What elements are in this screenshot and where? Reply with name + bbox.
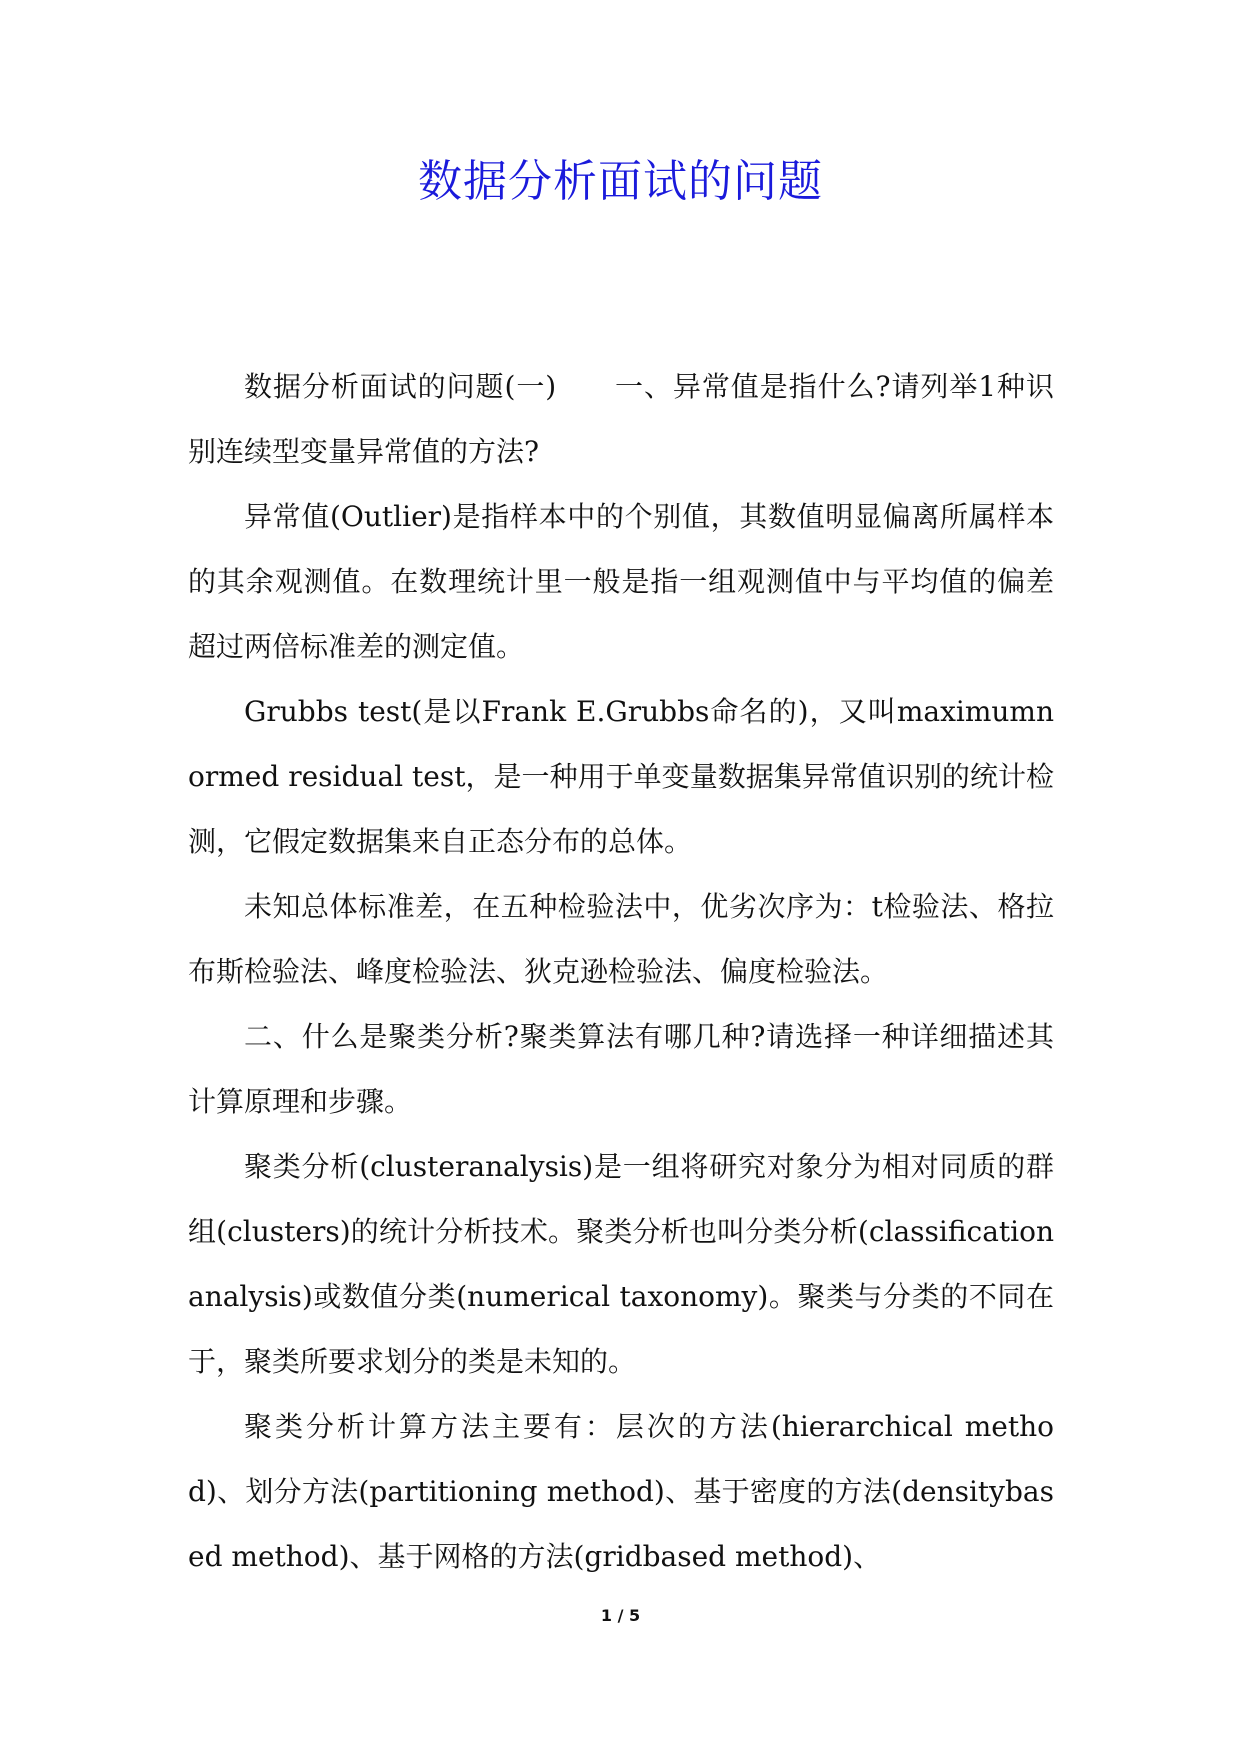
paragraph-4: 未知总体标准差，在五种检验法中，优劣次序为：t检验法、格拉布斯检验法、峰度检验法、狄克逊检验法、偏度检验法。 xyxy=(188,890,1054,988)
paragraph-2: 异常值(Outlier)是指样本中的个别值，其数值明显偏离所属样本的其余观测值。在数理统计里一般是指一组观测值中与平均值的偏差超过两倍标准差的测定值。 xyxy=(188,500,1054,663)
document-body xyxy=(188,354,1054,1589)
document-title: 数据分析面试的问题 xyxy=(418,156,823,207)
page-number: 1 / 5 xyxy=(600,1606,641,1625)
paragraph-3: Grubbs test(是以Frank E.Grubbs命名的)，又叫maximumnormed residual test，是一种用于单变量数据集异常值识别的统计检测，它假定数据集来自正态分布的总体。 xyxy=(188,695,1054,858)
paragraph-6: 聚类分析(clusteranalysis)是一组将研究对象分为相对同质的群组(clusters)的统计分析技术。聚类分析也叫分类分析(classification analysis)或数值分类(numerical taxonomy)。聚类与分类的不同在于，聚类所要求划分的类是未知的。 xyxy=(188,1150,1054,1378)
paragraph-5: 二、什么是聚类分析?聚类算法有哪几种?请选择一种详细描述其计算原理和步骤。 xyxy=(188,1020,1054,1118)
paragraph-1: 数据分析面试的问题(一) 一、异常值是指什么?请列举1种识别连续型变量异常值的方法? xyxy=(188,370,1054,468)
paragraph-7: 聚类分析计算方法主要有：层次的方法(hierarchical method)、划分方法(partitioning method)、基于密度的方法(densitybased method)、基于网格的方法(gridbased method)、 xyxy=(188,1410,1054,1573)
